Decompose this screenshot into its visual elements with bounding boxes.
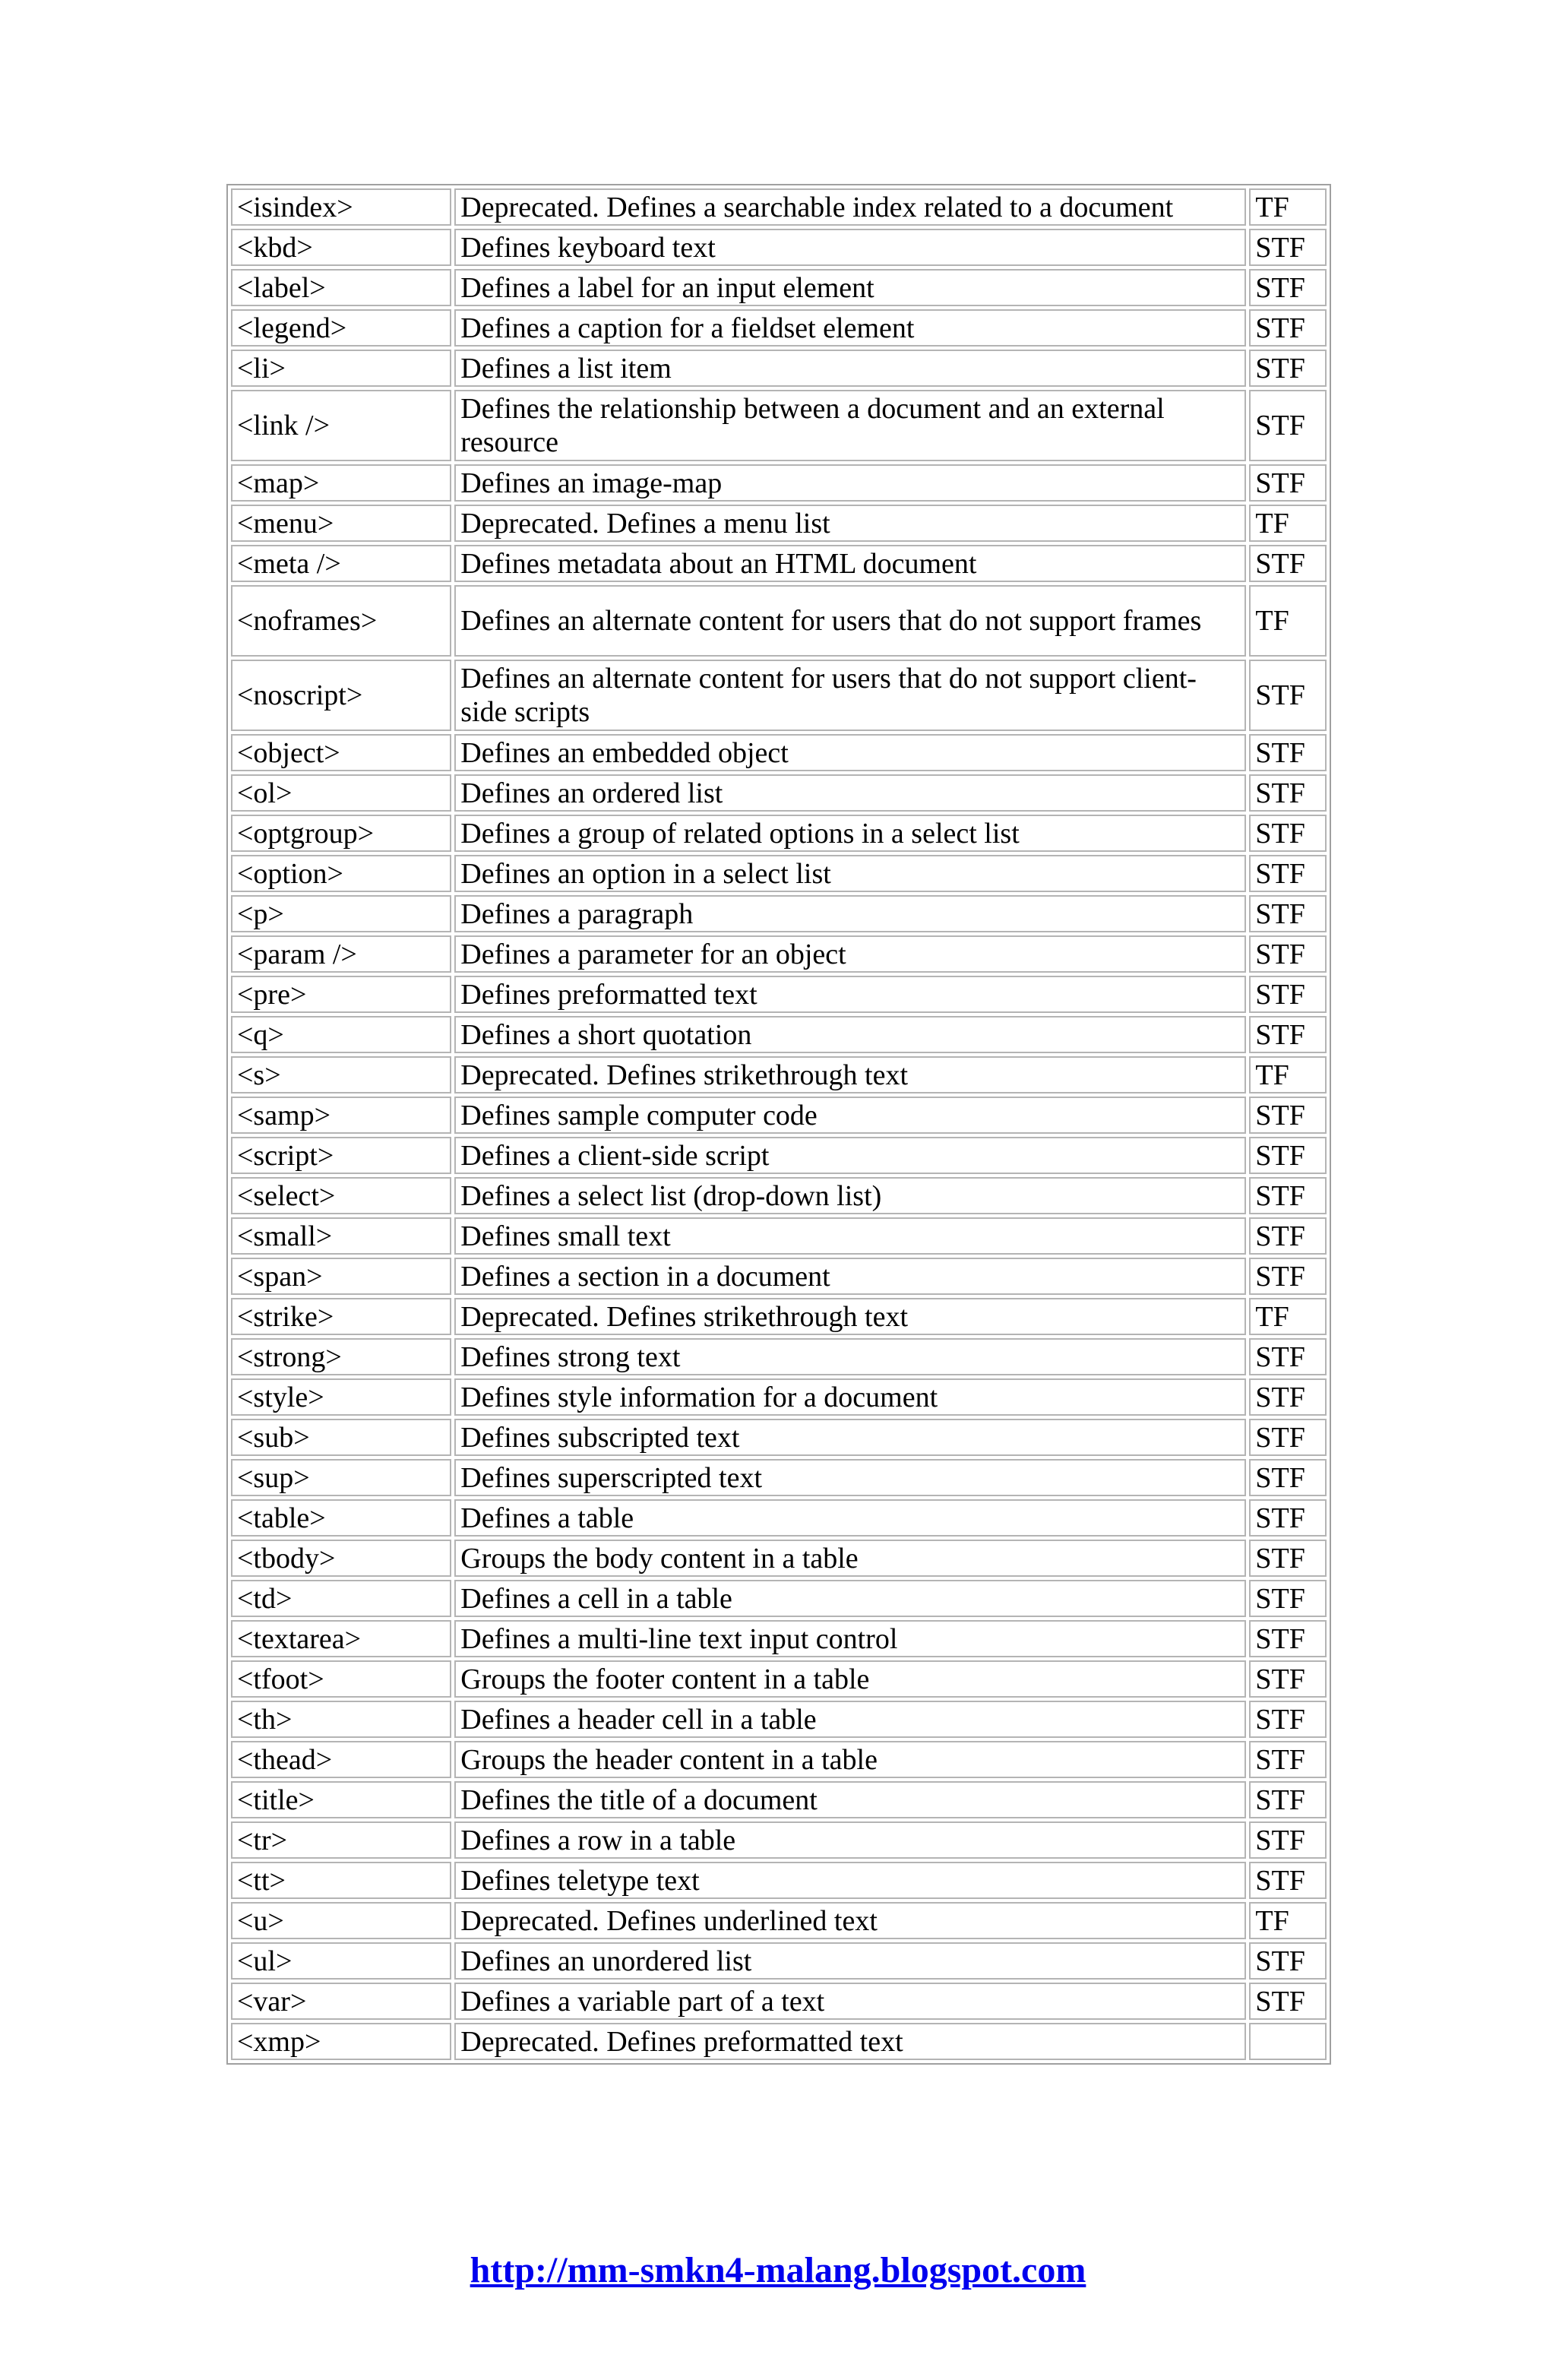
dtd-cell: STF — [1249, 464, 1327, 502]
tag-cell: <samp> — [231, 1097, 451, 1134]
dtd-cell: STF — [1249, 1741, 1327, 1778]
tag-cell: <label> — [231, 269, 451, 306]
dtd-cell: STF — [1249, 1459, 1327, 1496]
tag-cell: <ul> — [231, 1942, 451, 1980]
table-row — [231, 505, 1327, 542]
dtd-cell: STF — [1249, 390, 1327, 461]
table-row — [231, 1097, 1327, 1134]
dtd-cell: STF — [1249, 1016, 1327, 1053]
tag-cell: <small> — [231, 1217, 451, 1255]
table-row — [231, 1016, 1327, 1053]
table-row — [231, 1177, 1327, 1214]
dtd-cell: STF — [1249, 1580, 1327, 1617]
table-row — [231, 585, 1327, 657]
dtd-cell: STF — [1249, 815, 1327, 852]
description-cell: Groups the header content in a table — [454, 1741, 1246, 1778]
dtd-cell: STF — [1249, 1258, 1327, 1295]
table-row — [231, 855, 1327, 892]
table-row — [231, 309, 1327, 347]
table-row — [231, 1217, 1327, 1255]
description-cell: Deprecated. Defines underlined text — [454, 1902, 1246, 1939]
table-body — [231, 188, 1327, 2060]
dtd-cell: TF — [1249, 1298, 1327, 1335]
description-cell: Deprecated. Defines a menu list — [454, 505, 1246, 542]
table-row — [231, 545, 1327, 582]
tag-cell: <sub> — [231, 1419, 451, 1456]
footer — [0, 2249, 1556, 2291]
tag-cell: <q> — [231, 1016, 451, 1053]
description-cell: Defines keyboard text — [454, 229, 1246, 266]
table-row — [231, 1821, 1327, 1859]
tag-cell: <option> — [231, 855, 451, 892]
tag-cell: <table> — [231, 1499, 451, 1537]
tag-cell: <kbd> — [231, 229, 451, 266]
tag-cell: <title> — [231, 1781, 451, 1818]
table-row — [231, 1942, 1327, 1980]
description-cell: Defines a paragraph — [454, 895, 1246, 932]
description-cell: Deprecated. Defines strikethrough text — [454, 1298, 1246, 1335]
description-cell: Defines an alternate content for users that do not support frames — [454, 585, 1246, 657]
dtd-cell: STF — [1249, 1137, 1327, 1174]
table-row — [231, 269, 1327, 306]
dtd-cell: STF — [1249, 350, 1327, 387]
table-row — [231, 1902, 1327, 1939]
description-cell: Defines an image-map — [454, 464, 1246, 502]
dtd-cell: STF — [1249, 1217, 1327, 1255]
dtd-cell: STF — [1249, 1338, 1327, 1375]
tag-cell: <strike> — [231, 1298, 451, 1335]
table-row — [231, 1983, 1327, 2020]
dtd-cell: STF — [1249, 229, 1327, 266]
tag-cell: <link /> — [231, 390, 451, 461]
table-row — [231, 1338, 1327, 1375]
tag-cell: <u> — [231, 1902, 451, 1939]
description-cell: Defines metadata about an HTML document — [454, 545, 1246, 582]
dtd-cell: TF — [1249, 1902, 1327, 1939]
table-row — [231, 1701, 1327, 1738]
description-cell: Defines a short quotation — [454, 1016, 1246, 1053]
table-row — [231, 1056, 1327, 1093]
tag-cell: <span> — [231, 1258, 451, 1295]
table-row — [231, 734, 1327, 771]
dtd-cell: STF — [1249, 774, 1327, 812]
tag-cell: <style> — [231, 1378, 451, 1416]
dtd-cell: STF — [1249, 545, 1327, 582]
description-cell: Defines a select list (drop-down list) — [454, 1177, 1246, 1214]
dtd-cell: STF — [1249, 1660, 1327, 1698]
description-cell: Defines a caption for a fieldset element — [454, 309, 1246, 347]
tag-cell: <td> — [231, 1580, 451, 1617]
description-cell: Defines an alternate content for users that do not support client-side scripts — [454, 660, 1246, 731]
dtd-cell: STF — [1249, 1701, 1327, 1738]
table-row — [231, 464, 1327, 502]
tag-cell: <xmp> — [231, 2023, 451, 2060]
dtd-cell: STF — [1249, 1620, 1327, 1657]
dtd-cell: STF — [1249, 1378, 1327, 1416]
tag-cell: <var> — [231, 1983, 451, 2020]
tag-cell: <param /> — [231, 935, 451, 973]
dtd-cell: STF — [1249, 1097, 1327, 1134]
description-cell: Defines a variable part of a text — [454, 1983, 1246, 2020]
tag-cell: <object> — [231, 734, 451, 771]
tag-cell: <ol> — [231, 774, 451, 812]
description-cell: Defines style information for a document — [454, 1378, 1246, 1416]
table-row — [231, 1660, 1327, 1698]
table-row — [231, 815, 1327, 852]
tag-cell: <tfoot> — [231, 1660, 451, 1698]
tag-cell: <meta /> — [231, 545, 451, 582]
table-row — [231, 1781, 1327, 1818]
dtd-cell: STF — [1249, 660, 1327, 731]
table-row — [231, 1499, 1327, 1537]
tag-cell: <noframes> — [231, 585, 451, 657]
description-cell: Defines an unordered list — [454, 1942, 1246, 1980]
dtd-cell: STF — [1249, 976, 1327, 1013]
description-cell: Defines superscripted text — [454, 1459, 1246, 1496]
tag-cell: <li> — [231, 350, 451, 387]
table-row — [231, 390, 1327, 461]
tag-cell: <tr> — [231, 1821, 451, 1859]
description-cell: Defines a table — [454, 1499, 1246, 1537]
description-cell: Defines strong text — [454, 1338, 1246, 1375]
description-cell: Defines subscripted text — [454, 1419, 1246, 1456]
description-cell: Defines an ordered list — [454, 774, 1246, 812]
dtd-cell — [1249, 2023, 1327, 2060]
table-row — [231, 1419, 1327, 1456]
dtd-cell: STF — [1249, 1862, 1327, 1899]
tag-cell: <sup> — [231, 1459, 451, 1496]
tag-cell: <p> — [231, 895, 451, 932]
table-row — [231, 774, 1327, 812]
dtd-cell: STF — [1249, 1942, 1327, 1980]
description-cell: Defines a client-side script — [454, 1137, 1246, 1174]
dtd-cell: STF — [1249, 1419, 1327, 1456]
dtd-cell: STF — [1249, 895, 1327, 932]
tag-cell: <noscript> — [231, 660, 451, 731]
dtd-cell: STF — [1249, 309, 1327, 347]
tag-cell: <menu> — [231, 505, 451, 542]
dtd-cell: STF — [1249, 1781, 1327, 1818]
table-row — [231, 1137, 1327, 1174]
tag-cell: <isindex> — [231, 188, 451, 226]
tag-cell: <select> — [231, 1177, 451, 1214]
tag-cell: <textarea> — [231, 1620, 451, 1657]
description-cell: Deprecated. Defines preformatted text — [454, 2023, 1246, 2060]
table-row — [231, 1258, 1327, 1295]
table-row — [231, 1459, 1327, 1496]
dtd-cell: STF — [1249, 734, 1327, 771]
description-cell: Defines the relationship between a document and an external resource — [454, 390, 1246, 461]
description-cell: Defines sample computer code — [454, 1097, 1246, 1134]
dtd-cell: TF — [1249, 585, 1327, 657]
description-cell: Defines an option in a select list — [454, 855, 1246, 892]
description-cell: Deprecated. Defines strikethrough text — [454, 1056, 1246, 1093]
dtd-cell: STF — [1249, 1983, 1327, 2020]
table-row — [231, 2023, 1327, 2060]
description-cell: Defines a header cell in a table — [454, 1701, 1246, 1738]
description-cell: Defines preformatted text — [454, 976, 1246, 1013]
dtd-cell: TF — [1249, 1056, 1327, 1093]
description-cell: Defines teletype text — [454, 1862, 1246, 1899]
description-cell: Defines the title of a document — [454, 1781, 1246, 1818]
tag-cell: <tbody> — [231, 1540, 451, 1577]
table-row — [231, 1741, 1327, 1778]
description-cell: Groups the body content in a table — [454, 1540, 1246, 1577]
description-cell: Defines a multi-line text input control — [454, 1620, 1246, 1657]
dtd-cell: STF — [1249, 1540, 1327, 1577]
dtd-cell: STF — [1249, 1499, 1327, 1537]
table-row — [231, 1620, 1327, 1657]
description-cell: Defines a section in a document — [454, 1258, 1246, 1295]
dtd-cell: TF — [1249, 505, 1327, 542]
dtd-cell: TF — [1249, 188, 1327, 226]
dtd-cell: STF — [1249, 269, 1327, 306]
table-row — [231, 935, 1327, 973]
tag-cell: <optgroup> — [231, 815, 451, 852]
table-row — [231, 188, 1327, 226]
tag-cell: <strong> — [231, 1338, 451, 1375]
description-cell: Defines an embedded object — [454, 734, 1246, 771]
blog-url-link[interactable]: http://mm-smkn4-malang.blogspot.com — [470, 2250, 1086, 2290]
table-row — [231, 1580, 1327, 1617]
tag-cell: <th> — [231, 1701, 451, 1738]
tag-cell: <script> — [231, 1137, 451, 1174]
description-cell: Defines a parameter for an object — [454, 935, 1246, 973]
table-row — [231, 1862, 1327, 1899]
description-cell: Defines a label for an input element — [454, 269, 1246, 306]
dtd-cell: STF — [1249, 855, 1327, 892]
tag-cell: <legend> — [231, 309, 451, 347]
dtd-cell: STF — [1249, 935, 1327, 973]
description-cell: Deprecated. Defines a searchable index related to a document — [454, 188, 1246, 226]
description-cell: Defines a row in a table — [454, 1821, 1246, 1859]
html-tag-reference-table — [226, 184, 1331, 2065]
dtd-cell: STF — [1249, 1177, 1327, 1214]
description-cell: Defines small text — [454, 1217, 1246, 1255]
description-cell: Defines a cell in a table — [454, 1580, 1246, 1617]
tag-cell: <map> — [231, 464, 451, 502]
table-row — [231, 1540, 1327, 1577]
table-row — [231, 976, 1327, 1013]
table-row — [231, 1298, 1327, 1335]
description-cell: Groups the footer content in a table — [454, 1660, 1246, 1698]
dtd-cell: STF — [1249, 1821, 1327, 1859]
tag-cell: <thead> — [231, 1741, 451, 1778]
table-row — [231, 660, 1327, 731]
tag-cell: <pre> — [231, 976, 451, 1013]
table-row — [231, 895, 1327, 932]
table-row — [231, 1378, 1327, 1416]
description-cell: Defines a list item — [454, 350, 1246, 387]
tag-cell: <s> — [231, 1056, 451, 1093]
tag-cell: <tt> — [231, 1862, 451, 1899]
table-row — [231, 350, 1327, 387]
table-row — [231, 229, 1327, 266]
description-cell: Defines a group of related options in a select list — [454, 815, 1246, 852]
